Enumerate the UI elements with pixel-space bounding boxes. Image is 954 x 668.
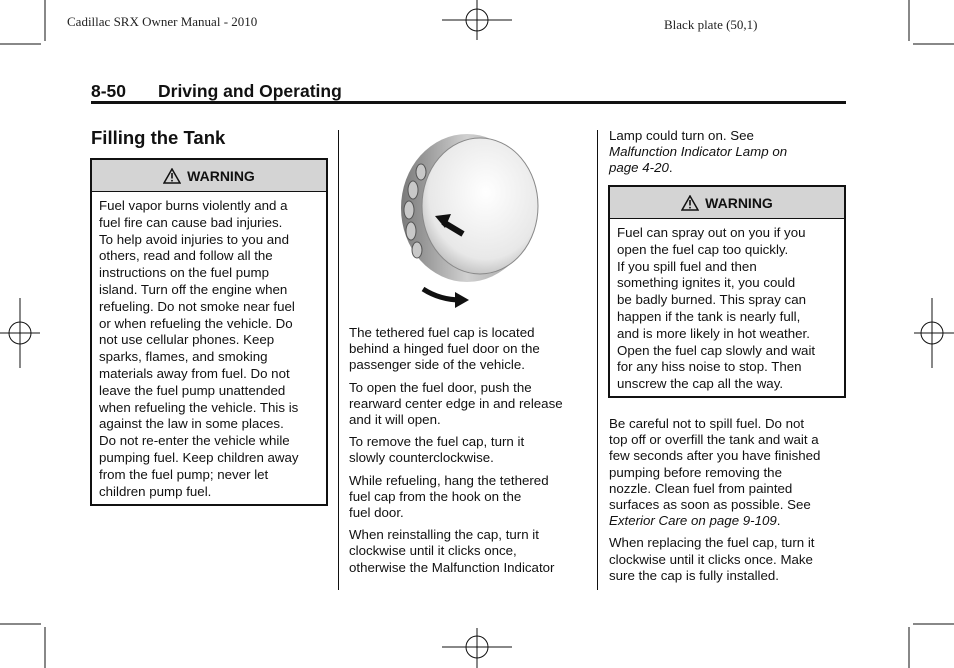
text-line: slowly counterclockwise. <box>349 450 494 466</box>
warning-line: sparks, flames, and smoking <box>99 349 268 365</box>
cross-reference-link[interactable]: Malfunction Indicator Lamp on <box>609 144 788 160</box>
text-line: passenger side of the vehicle. <box>349 357 525 373</box>
warning-line: and is more likely in hot weather. <box>617 325 810 341</box>
text-line: To remove the fuel cap, turn it <box>349 434 525 450</box>
text-line: nozzle. Clean fuel from painted <box>609 480 793 496</box>
warning-text <box>92 192 326 500</box>
right-intro <box>609 128 849 177</box>
text-line: . <box>776 513 781 529</box>
paragraph-cap-location <box>349 325 589 374</box>
middle-text-column <box>349 325 589 576</box>
text-line: rearward center edge in and release <box>349 395 563 411</box>
warning-line: pumping fuel. Keep children away <box>99 449 299 465</box>
paragraph-spill-care <box>609 416 849 529</box>
text-line: few seconds after you have finished <box>609 448 821 464</box>
warning-line: others, read and follow all the <box>99 248 273 264</box>
warning-line: leave the fuel pump unattended <box>99 382 286 398</box>
plate-label: Black plate (50,1) <box>664 17 758 32</box>
page-number: 8-50 <box>91 81 127 101</box>
text-line: behind a hinged fuel door on the <box>349 341 540 357</box>
warning-line: from the fuel pump; never let <box>99 466 269 482</box>
warning-line: Do not re-enter the vehicle while <box>99 433 290 449</box>
cross-reference-link[interactable]: Exterior Care on page 9-109 <box>609 513 777 529</box>
warning-header <box>610 187 844 219</box>
column-divider-right <box>597 130 598 590</box>
warning-line: unscrew the cap all the way. <box>617 376 784 392</box>
warning-line: when refueling the vehicle. This is <box>99 399 299 415</box>
warning-line: or when refueling the vehicle. Do <box>99 315 293 331</box>
warning-line: materials away from fuel. Do not <box>99 365 290 381</box>
text-line: While refueling, hang the tethered <box>349 472 549 488</box>
warning-line: Fuel can spray out on you if you <box>617 225 806 240</box>
paragraph-hang-cap <box>349 473 589 522</box>
paragraph-reinstall-cap <box>349 527 589 576</box>
warning-triangle-icon <box>681 195 699 211</box>
cross-reference-link[interactable]: page 4-20 <box>609 160 669 176</box>
fuel-cap-illustration <box>385 128 545 313</box>
right-text-column <box>609 416 849 584</box>
text-line: fuel door. <box>349 505 404 521</box>
text-line: . <box>668 160 673 176</box>
text-line: sure the cap is fully installed. <box>609 567 779 583</box>
warning-line: Fuel vapor burns violently and a <box>99 198 288 213</box>
text-line: surfaces as soon as possible. See <box>609 497 811 513</box>
text-line: top off or overfill the tank and wait a <box>609 432 819 448</box>
warning-text <box>610 219 844 393</box>
warning-line: island. Turn off the engine when <box>99 281 288 297</box>
warning-line: not use cellular phones. Keep <box>99 332 275 348</box>
warning-label: WARNING <box>187 167 255 184</box>
warning-line: be badly burned. This spray can <box>617 292 806 308</box>
warning-box-fuel-vapor <box>90 158 328 506</box>
warning-line: children pump fuel. <box>99 483 212 499</box>
text-line: Lamp could turn on. See <box>609 128 754 143</box>
column-divider-left <box>338 130 339 590</box>
text-line: fuel cap from the hook on the <box>349 488 522 504</box>
warning-line: for any hiss noise to stop. Then <box>617 359 802 375</box>
warning-line: fuel fire can cause bad injuries. <box>99 214 283 230</box>
text-line: To open the fuel door, push the <box>349 379 532 395</box>
paragraph-open-door <box>349 380 589 429</box>
warning-header <box>92 160 326 192</box>
manual-title: Cadillac SRX Owner Manual - 2010 <box>67 14 258 29</box>
warning-line: instructions on the fuel pump <box>99 265 270 281</box>
warning-label: WARNING <box>705 194 773 211</box>
text-line: clockwise until it clicks once, <box>349 543 517 559</box>
warning-line: against the law in some places. <box>99 416 284 432</box>
warning-line: If you spill fuel and then <box>617 258 757 274</box>
text-line: The tethered fuel cap is located <box>349 325 535 340</box>
section-heading: Filling the Tank <box>91 127 226 148</box>
text-line: When replacing the fuel cap, turn it <box>609 535 815 551</box>
warning-line: refueling. Do not smoke near fuel <box>99 298 295 314</box>
warning-line: something ignites it, you could <box>617 275 796 291</box>
text-line: and it will open. <box>349 412 441 428</box>
warning-line: Open the fuel cap slowly and wait <box>617 342 816 358</box>
text-line: otherwise the Malfunction Indicator <box>349 559 555 575</box>
paragraph-remove-cap <box>349 434 589 466</box>
warning-triangle-icon <box>163 168 181 184</box>
text-line: When reinstalling the cap, turn it <box>349 527 539 543</box>
text-line: clockwise until it clicks once. Make <box>609 551 813 567</box>
paragraph-replace-cap <box>609 535 849 584</box>
warning-box-fuel-spray <box>608 185 846 398</box>
warning-line: happen if the tank is nearly full, <box>617 308 801 324</box>
warning-line: To help avoid injuries to you and <box>99 231 289 247</box>
text-line: Be careful not to spill fuel. Do not <box>609 416 805 431</box>
warning-line: open the fuel cap too quickly. <box>617 241 789 257</box>
section-title: Driving and Operating <box>158 81 342 101</box>
header-rule <box>91 101 846 104</box>
text-line: pumping before removing the <box>609 464 782 480</box>
